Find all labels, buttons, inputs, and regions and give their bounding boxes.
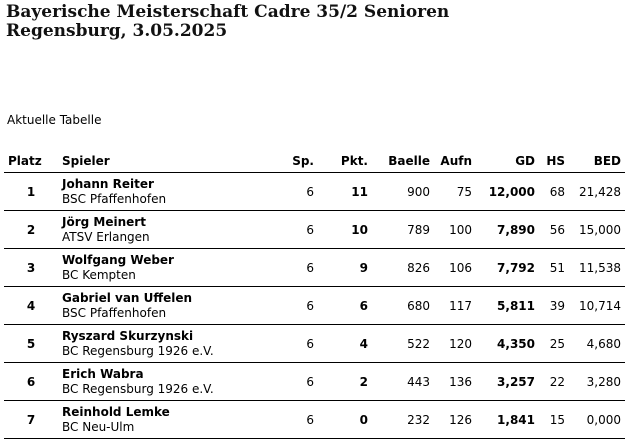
cell-sp: 6 bbox=[280, 325, 328, 363]
cell-bed: 3,280 bbox=[569, 363, 625, 401]
cell-aufn: 106 bbox=[434, 249, 476, 287]
column-header-aufn: Aufn bbox=[434, 149, 476, 173]
player-name: Reinhold Lemke bbox=[62, 404, 170, 419]
cell-gd: 3,257 bbox=[476, 363, 539, 401]
column-header-gd: GD bbox=[476, 149, 539, 173]
player-name: Johann Reiter bbox=[62, 176, 154, 191]
cell-baelle: 900 bbox=[378, 173, 434, 211]
player-name: Jörg Meinert bbox=[62, 214, 146, 229]
cell-aufn: 100 bbox=[434, 211, 476, 249]
column-header-platz: Platz bbox=[4, 149, 58, 173]
cell-spieler bbox=[58, 401, 280, 439]
cell-aufn: 126 bbox=[434, 401, 476, 439]
cell-pkt: 2 bbox=[328, 363, 378, 401]
cell-gd: 1,841 bbox=[476, 401, 539, 439]
cell-aufn: 120 bbox=[434, 325, 476, 363]
cell-bed: 0,000 bbox=[569, 401, 625, 439]
cell-pkt: 9 bbox=[328, 249, 378, 287]
table-row bbox=[4, 211, 625, 249]
cell-sp: 6 bbox=[280, 249, 328, 287]
column-header-baelle: Baelle bbox=[378, 149, 434, 173]
cell-hs: 68 bbox=[539, 173, 569, 211]
cell-pkt: 0 bbox=[328, 401, 378, 439]
cell-bed: 4,680 bbox=[569, 325, 625, 363]
cell-hs: 25 bbox=[539, 325, 569, 363]
column-header-bed: BED bbox=[569, 149, 625, 173]
cell-spieler bbox=[58, 173, 280, 211]
cell-gd: 4,350 bbox=[476, 325, 539, 363]
cell-bed: 11,538 bbox=[569, 249, 625, 287]
cell-hs: 39 bbox=[539, 287, 569, 325]
cell-gd: 5,811 bbox=[476, 287, 539, 325]
cell-platz: 1 bbox=[4, 173, 58, 211]
cell-gd: 7,890 bbox=[476, 211, 539, 249]
cell-platz: 3 bbox=[4, 249, 58, 287]
table-row bbox=[4, 249, 625, 287]
table-row bbox=[4, 173, 625, 211]
cell-aufn: 136 bbox=[434, 363, 476, 401]
cell-sp: 6 bbox=[280, 287, 328, 325]
cell-aufn: 75 bbox=[434, 173, 476, 211]
player-name: Ryszard Skurzynski bbox=[62, 328, 194, 343]
player-club: BSC Pfaffenhofen bbox=[62, 191, 167, 206]
player-name: Erich Wabra bbox=[62, 366, 144, 381]
cell-baelle: 522 bbox=[378, 325, 434, 363]
cell-baelle: 789 bbox=[378, 211, 434, 249]
cell-platz: 5 bbox=[4, 325, 58, 363]
player-club: BSC Pfaffenhofen bbox=[62, 305, 167, 320]
cell-hs: 15 bbox=[539, 401, 569, 439]
cell-hs: 51 bbox=[539, 249, 569, 287]
cell-platz: 6 bbox=[4, 363, 58, 401]
column-header-sp: Sp. bbox=[280, 149, 328, 173]
cell-sp: 6 bbox=[280, 211, 328, 249]
cell-gd: 7,792 bbox=[476, 249, 539, 287]
table-row bbox=[4, 401, 625, 439]
cell-hs: 22 bbox=[539, 363, 569, 401]
cell-baelle: 826 bbox=[378, 249, 434, 287]
cell-baelle: 232 bbox=[378, 401, 434, 439]
cell-bed: 15,000 bbox=[569, 211, 625, 249]
table-row bbox=[4, 287, 625, 325]
column-header-pkt: Pkt. bbox=[328, 149, 378, 173]
cell-spieler bbox=[58, 325, 280, 363]
cell-baelle: 443 bbox=[378, 363, 434, 401]
cell-pkt: 4 bbox=[328, 325, 378, 363]
cell-platz: 2 bbox=[4, 211, 58, 249]
standings-table bbox=[4, 149, 625, 439]
cell-aufn: 117 bbox=[434, 287, 476, 325]
cell-bed: 21,428 bbox=[569, 173, 625, 211]
cell-pkt: 10 bbox=[328, 211, 378, 249]
table-row bbox=[4, 363, 625, 401]
player-club: BC Kempten bbox=[62, 267, 136, 282]
column-header-spieler: Spieler bbox=[58, 149, 280, 173]
cell-gd: 12,000 bbox=[476, 173, 539, 211]
table-caption: Aktuelle Tabelle bbox=[7, 113, 102, 127]
player-club: BC Neu-Ulm bbox=[62, 419, 135, 434]
table-header-row bbox=[4, 149, 625, 173]
cell-spieler bbox=[58, 211, 280, 249]
cell-baelle: 680 bbox=[378, 287, 434, 325]
cell-platz: 4 bbox=[4, 287, 58, 325]
cell-hs: 56 bbox=[539, 211, 569, 249]
cell-sp: 6 bbox=[280, 363, 328, 401]
player-club: ATSV Erlangen bbox=[62, 229, 150, 244]
player-name: Wolfgang Weber bbox=[62, 252, 174, 267]
cell-sp: 6 bbox=[280, 173, 328, 211]
player-club: BC Regensburg 1926 e.V. bbox=[62, 381, 214, 396]
cell-spieler bbox=[58, 363, 280, 401]
player-name: Gabriel van Uffelen bbox=[62, 290, 193, 305]
page-title: Bayerische Meisterschaft Cadre 35/2 Senioren bbox=[6, 2, 450, 22]
player-club: BC Regensburg 1926 e.V. bbox=[62, 343, 214, 358]
cell-sp: 6 bbox=[280, 401, 328, 439]
cell-spieler bbox=[58, 249, 280, 287]
table-row bbox=[4, 325, 625, 363]
page-subtitle-location-date: Regensburg, 3.05.2025 bbox=[6, 21, 228, 41]
cell-bed: 10,714 bbox=[569, 287, 625, 325]
cell-spieler bbox=[58, 287, 280, 325]
cell-pkt: 11 bbox=[328, 173, 378, 211]
column-header-hs: HS bbox=[539, 149, 569, 173]
cell-pkt: 6 bbox=[328, 287, 378, 325]
cell-platz: 7 bbox=[4, 401, 58, 439]
